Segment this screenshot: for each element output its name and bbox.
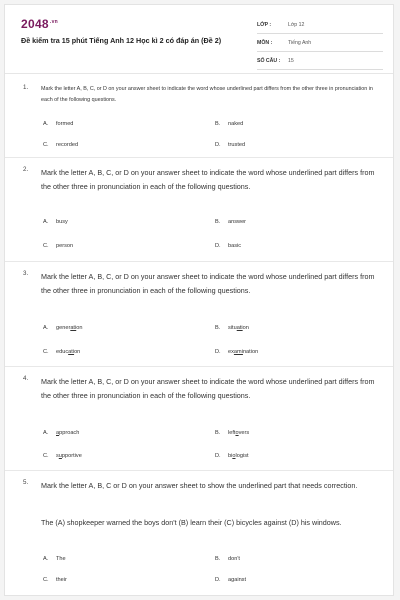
option-label: C. [43,349,49,355]
option-underline: ed [238,142,246,148]
option-text: left [228,430,236,436]
question-divider [5,157,393,158]
option-text: ba [228,243,235,249]
option-text-rest: on [66,243,74,249]
option-b[interactable] [215,121,243,127]
option-d[interactable] [215,243,241,249]
option-label: C. [43,453,49,459]
option-underline: ami [233,349,243,355]
option-label: D. [215,243,221,249]
option-c[interactable] [43,577,67,583]
question-number: 2. [23,166,29,173]
option-b[interactable] [215,556,240,562]
option-underline: s [234,243,238,249]
option-b[interactable] [215,219,246,225]
option-text: per [56,243,65,249]
option-underline: a [56,430,60,436]
option-d[interactable] [215,142,245,148]
option-text: gener [56,325,71,331]
option-label: D. [215,453,221,459]
option-text-rest: logist [235,453,249,459]
option-label: A. [43,430,49,436]
option-underline: o [235,430,239,436]
option-a[interactable] [43,556,66,562]
exam-title: Đề kiểm tra 15 phút Tiếng Anh 12 Học kì 2 có đáp án (Đề 2) [21,36,222,45]
option-underline: u [58,453,62,459]
option-underline: o [232,453,236,459]
question-number: 3. [23,270,29,277]
option-underline: ati [68,349,75,355]
option-label: B. [215,219,221,225]
option-label: A. [43,219,49,225]
option-underline: s [62,219,66,225]
option-c[interactable] [43,349,80,355]
option-label: C. [43,577,49,583]
question-number: 5. [23,479,29,486]
option-label: A. [43,325,49,331]
option-label: D. [215,349,221,355]
exam-header [5,5,393,71]
option-b[interactable] [215,325,249,331]
meta-count-row [257,55,383,70]
question-divider [5,261,393,262]
option-text: situ [228,325,237,331]
option-label: C. [43,243,49,249]
option-text-rest: vers [238,430,250,436]
option-d[interactable] [215,577,246,583]
option-text-rest: nation [242,349,259,355]
option-text-rest: wer [237,219,247,225]
option-label: A. [43,556,49,562]
exam-page [4,4,394,596]
option-underline: ed [237,121,244,127]
question-sentence: The (A) shopkeeper warned the boys don't (B) learn their (C) bicycles against (D) his windows. [41,518,342,527]
option-a[interactable] [43,121,73,127]
question-divider [5,366,393,367]
option-underline: ed [71,142,79,148]
meta-subject-value: Tiếng Anh [288,40,312,46]
option-text: trust [228,142,239,148]
logo-domain: .vn [49,19,59,25]
option-underline: ed [67,121,74,127]
option-text-rest: pportive [61,453,82,459]
question-text: Mark the letter A, B, C, or D on your answer sheet to indicate the word whose underlined part differs from the other three in pronunciation in each of the following questions. [41,377,375,400]
option-label: D. [215,142,221,148]
option-text: s [56,453,59,459]
option-text: don't [228,556,240,562]
option-a[interactable] [43,430,79,436]
option-c[interactable] [43,243,73,249]
question-number: 4. [23,375,29,382]
meta-subject-row [257,37,383,52]
option-label: D. [215,577,221,583]
question-number: 1. [23,84,29,91]
option-text: their [56,577,67,583]
option-label: A. [43,121,49,127]
question-text: Mark the letter A, B, C, or D on your answer sheet to indicate the word whose underlined part differs from the other three in pronunciation in each of the following questions. [41,168,375,191]
option-text: educ [56,349,69,355]
option-d[interactable] [215,349,258,355]
option-label: B. [215,556,221,562]
option-text: record [56,142,72,148]
meta-count-value: 15 [288,58,294,64]
option-text: an [228,219,235,225]
option-b[interactable] [215,430,249,436]
meta-count-key: SỐ CÂU : [257,58,281,64]
question-text: Mark the letter A, B, C, or D on your answer sheet to indicate the word whose underlined part differs from the other three in pronunciation in each of the following questions. [41,272,375,295]
logo-number: 2048 [21,17,49,31]
option-text-rest: y [65,219,68,225]
meta-class-row [257,19,383,34]
meta-class-key: LỚP : [257,22,272,28]
option-a[interactable] [43,219,68,225]
exam-meta [257,19,383,73]
option-a[interactable] [43,325,82,331]
option-text: ex [228,349,234,355]
option-text: nak [228,121,238,127]
option-c[interactable] [43,142,78,148]
meta-class-value: Lớp 12 [288,22,305,28]
option-d[interactable] [215,453,249,459]
option-text-rest: on [74,349,81,355]
question-text: Mark the letter A, B, C, or D on your answer sheet to indicate the word whose underlined part differs from the other three in pronunciation in each of the following questions. [41,86,373,103]
option-text-rest: ic [237,243,242,249]
option-text: bi [228,453,233,459]
option-label: C. [43,142,49,148]
question-divider [5,470,393,471]
option-underline: ati [70,325,77,331]
option-label: B. [215,325,221,331]
option-label: B. [215,121,221,127]
option-text-rest: pproach [59,430,80,436]
option-label: B. [215,430,221,436]
option-text: bu [56,219,63,225]
option-underline: s [64,243,67,249]
question-text: Mark the letter A, B, C or D on your answer sheet to show the underlined part that needs correction. [41,481,358,490]
option-c[interactable] [43,453,82,459]
option-underline: s [234,219,238,225]
option-text: form [56,121,68,127]
meta-subject-key: MÔN : [257,40,273,46]
option-underline: ati [236,325,243,331]
option-text: The [56,556,66,562]
option-text-rest: on [76,325,83,331]
header-divider [5,73,393,74]
option-text: against [228,577,247,583]
site-logo[interactable] [21,17,58,31]
option-text-rest: on [242,325,249,331]
